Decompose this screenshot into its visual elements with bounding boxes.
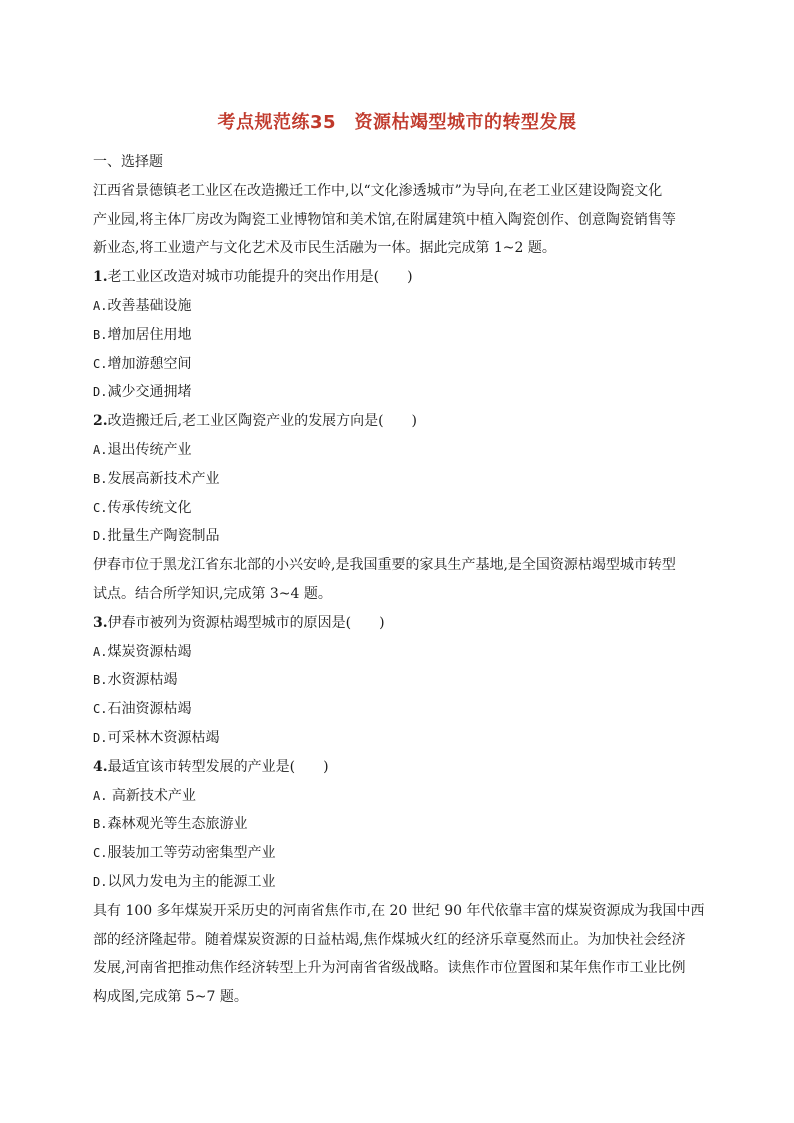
option-letter: C. xyxy=(93,500,108,515)
option-b xyxy=(93,321,703,350)
option-text: 高新技术产业 xyxy=(107,787,196,804)
option-text: 减少交通拥堵 xyxy=(107,384,192,401)
option-b xyxy=(93,810,703,839)
question-3 xyxy=(93,609,703,753)
option-d xyxy=(93,378,703,407)
question-1 xyxy=(93,263,703,407)
passage-line: 新业态,将工业遗产与文化艺术及市民生活融为一体。据此完成第 1~2 题。 xyxy=(93,240,556,257)
option-text: 增加游憩空间 xyxy=(107,355,192,372)
option-text: 以风力发电为主的能源工业 xyxy=(107,873,276,890)
question-stem xyxy=(93,753,703,782)
option-a xyxy=(93,638,703,667)
passage-line: 江西省景德镇老工业区在改造搬迁工作中,以“文化渗透城市”为导向,在老工业区建设陶瓷文化 xyxy=(93,182,663,199)
question-stem xyxy=(93,263,703,292)
option-text: 石油资源枯竭 xyxy=(107,701,192,718)
option-letter: D. xyxy=(93,874,108,889)
option-c xyxy=(93,350,703,379)
page-title: 考点规范练35 资源枯竭型城市的转型发展 xyxy=(217,112,577,133)
option-text: 传承传统文化 xyxy=(107,499,192,516)
option-text: 增加居住用地 xyxy=(107,326,192,343)
option-letter: C. xyxy=(93,702,108,717)
option-letter: B. xyxy=(93,327,108,342)
question-number: 2. xyxy=(93,413,108,430)
question-number: 1. xyxy=(93,269,108,286)
option-letter: C. xyxy=(93,846,108,861)
option-text: 退出传统产业 xyxy=(107,441,192,458)
option-d xyxy=(93,868,703,897)
option-a xyxy=(93,436,703,465)
section-heading: 一、选择题 xyxy=(93,154,163,170)
option-letter: B. xyxy=(93,471,108,486)
question-text: 伊春市被列为资源枯竭型城市的原因是( ) xyxy=(107,614,385,631)
option-text: 煤炭资源枯竭 xyxy=(107,643,192,660)
option-a xyxy=(93,782,703,811)
option-letter: A. xyxy=(93,644,108,659)
option-text: 可采林木资源枯竭 xyxy=(107,729,220,746)
passage-3 xyxy=(93,897,703,1012)
passage-line: 试点。结合所学知识,完成第 3~4 题。 xyxy=(93,585,332,602)
question-number: 3. xyxy=(93,614,108,631)
option-b xyxy=(93,666,703,695)
option-letter: B. xyxy=(93,817,108,832)
option-d xyxy=(93,724,703,753)
option-letter: B. xyxy=(93,673,108,688)
passage-line: 伊春市位于黑龙江省东北部的小兴安岭,是我国重要的家具生产基地,是全国资源枯竭型城市转型 xyxy=(93,557,676,574)
option-c xyxy=(93,494,703,523)
passage-2 xyxy=(93,551,703,609)
question-stem xyxy=(93,609,703,638)
question-number: 4. xyxy=(93,758,108,775)
document-body xyxy=(93,148,703,1012)
option-letter: D. xyxy=(93,529,108,544)
question-2 xyxy=(93,407,703,551)
option-letter: A. xyxy=(93,442,108,457)
option-letter: D. xyxy=(93,385,108,400)
option-d xyxy=(93,522,703,551)
question-text: 最适宜该市转型发展的产业是( ) xyxy=(107,758,329,775)
option-letter: A. xyxy=(93,298,108,313)
question-text: 改造搬迁后,老工业区陶瓷产业的发展方向是( ) xyxy=(107,413,417,430)
option-text: 水资源枯竭 xyxy=(107,672,178,689)
question-stem xyxy=(93,407,703,436)
option-a xyxy=(93,292,703,321)
option-text: 服装加工等劳动密集型产业 xyxy=(107,845,276,862)
option-text: 改善基础设施 xyxy=(107,297,192,314)
passage-1 xyxy=(93,177,703,263)
passage-line: 具有 100 多年煤炭开采历史的河南省焦作市,在 20 世纪 90 年代依靠丰富的煤炭资源成为我国中西 xyxy=(93,902,705,919)
passage-line: 发展,河南省把推动焦作经济转型上升为河南省省级战略。读焦作市位置图和某年焦作市工业比例 xyxy=(93,960,686,977)
option-c xyxy=(93,839,703,868)
option-letter: C. xyxy=(93,356,108,371)
option-letter: A. xyxy=(93,788,108,803)
passage-line: 构成图,完成第 5~7 题。 xyxy=(93,989,248,1006)
option-text: 批量生产陶瓷制品 xyxy=(107,528,220,545)
passage-line: 部的经济隆起带。随着煤炭资源的日益枯竭,焦作煤城火红的经济乐章戛然而止。为加快社会经济 xyxy=(93,931,686,948)
passage-line: 产业园,将主体厂房改为陶瓷工业博物馆和美术馆,在附属建筑中植入陶瓷创作、创意陶瓷销售等 xyxy=(93,211,676,228)
option-b xyxy=(93,465,703,494)
option-text: 森林观光等生态旅游业 xyxy=(107,816,248,833)
option-letter: D. xyxy=(93,730,108,745)
option-c xyxy=(93,695,703,724)
question-text: 老工业区改造对城市功能提升的突出作用是( ) xyxy=(107,269,413,286)
question-4 xyxy=(93,753,703,897)
option-text: 发展高新技术产业 xyxy=(107,470,220,487)
